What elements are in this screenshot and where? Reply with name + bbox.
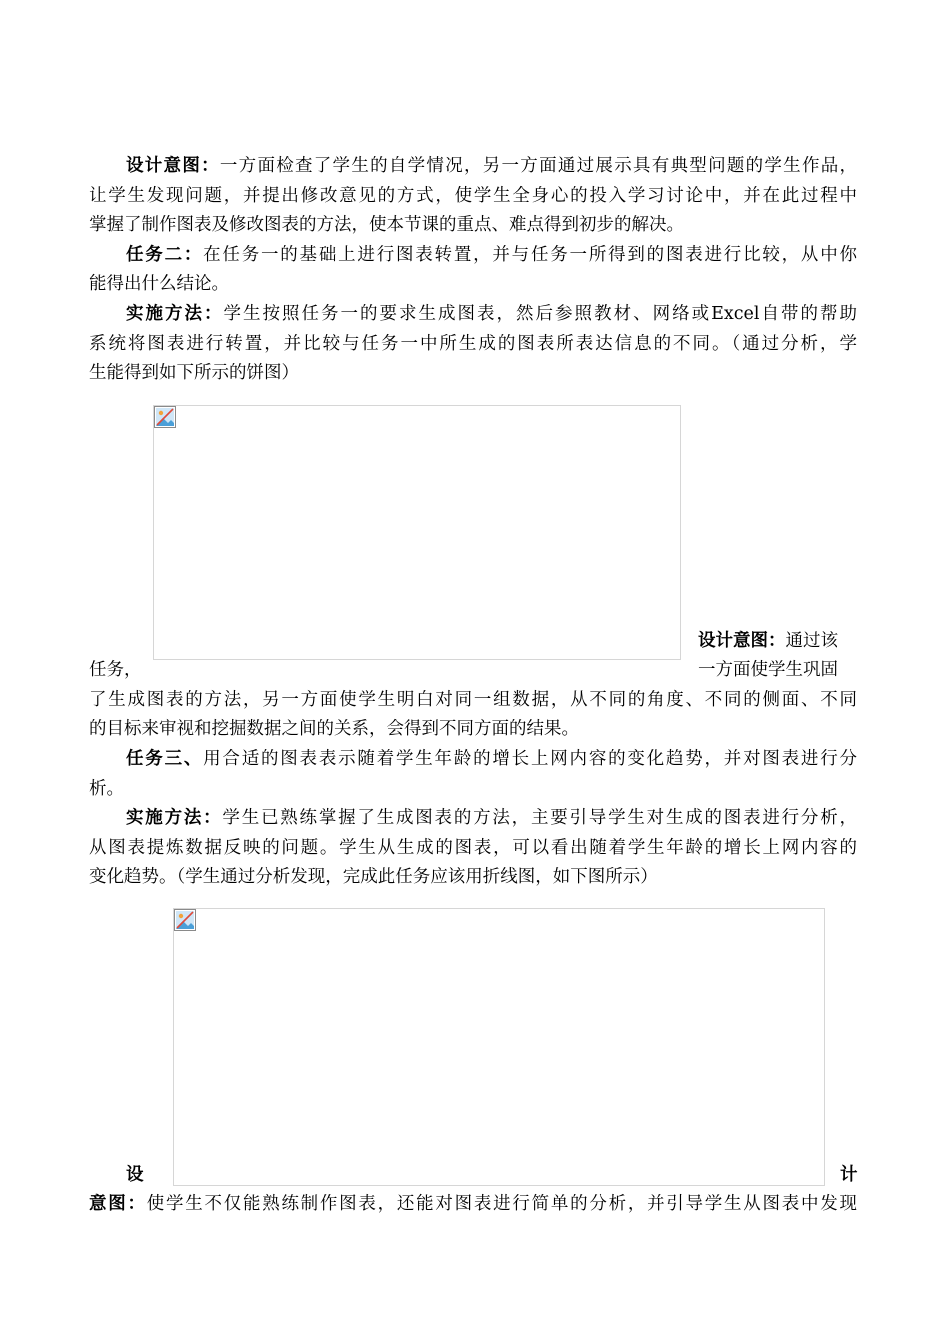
method-1-line-1: 实施方法：学生按照任务一的要求生成图表，然后参照教材、网络或Excel自带的帮助 [126,304,857,324]
design-intent-1-line-2: 让学生发现问题，并提出修改意见的方式，使学生全身心的投入学习讨论中，并在此过程中 [89,186,857,206]
design-intent-label: 设计意图： [126,156,220,176]
design-intent-1-line-3: 掌握了制作图表及修改图表的方法，使本节课的重点、难点得到初步的解决。 [89,215,684,235]
task-three-line-2: 析。 [89,779,124,799]
design-intent-3-char-right: 计 [840,1165,858,1185]
task-two-label: 任务二： [126,245,204,265]
design-intent-3-char-left: 设 [126,1165,144,1185]
task-two-line-2: 能得出什么结论。 [89,274,229,294]
task-two-line-1: 任务二：在任务一的基础上进行图表转置，并与任务一所得到的图表进行比较，从中你 [126,245,858,265]
method-2-line-3: 变化趋势。（学生通过分析发现，完成此任务应该用折线图，如下图所示） [89,867,658,887]
design-intent-3-line-2: 意图：使学生不仅能熟练制作图表，还能对图表进行简单的分析，并引导学生从图表中发现 [89,1194,858,1214]
task-three-label: 任务三、 [126,749,204,769]
method-label: 实施方法： [126,808,223,828]
method-2-line-1: 实施方法：学生已熟练掌握了生成图表的方法，主要引导学生对生成的图表进行分析， [126,808,858,828]
method-1-line-3: 生能得到如下所示的饼图） [89,363,299,383]
design-intent-2-line-4: 的目标来审视和挖掘数据之间的关系，会得到不同方面的结果。 [89,719,579,739]
method-label: 实施方法： [126,304,224,324]
design-intent-2-right-line-2: 一方面使学生巩固 [698,660,838,680]
pie-chart-image-placeholder [153,405,681,660]
method-1-line-2: 系统将图表进行转置，并比较与任务一中所生成的图表所表达信息的不同。（通过分析，学 [89,334,857,354]
design-intent-label: 设计意图： [698,631,786,651]
broken-image-icon [154,406,176,428]
task-three-line-1: 任务三、用合适的图表表示随着学生年龄的增长上网内容的变化趋势，并对图表进行分 [126,749,858,769]
broken-image-icon [174,909,196,931]
design-intent-2-line-3: 了生成图表的方法，另一方面使学生明白对同一组数据，从不同的角度、不同的侧面、不同 [89,690,857,710]
design-intent-2-left-word: 任务， [89,660,142,680]
design-intent-1-line-1: 设计意图：一方面检查了学生的自学情况，另一方面通过展示具有典型问题的学生作品， [126,156,858,176]
line-chart-image-placeholder [173,908,825,1186]
method-2-line-2: 从图表提炼数据反映的问题。学生从生成的图表，可以看出随着学生年龄的增长上网内容的 [89,838,857,858]
design-intent-2-right-line-1: 设计意图：通过该 [698,631,838,651]
design-intent-label: 意图： [89,1194,147,1214]
